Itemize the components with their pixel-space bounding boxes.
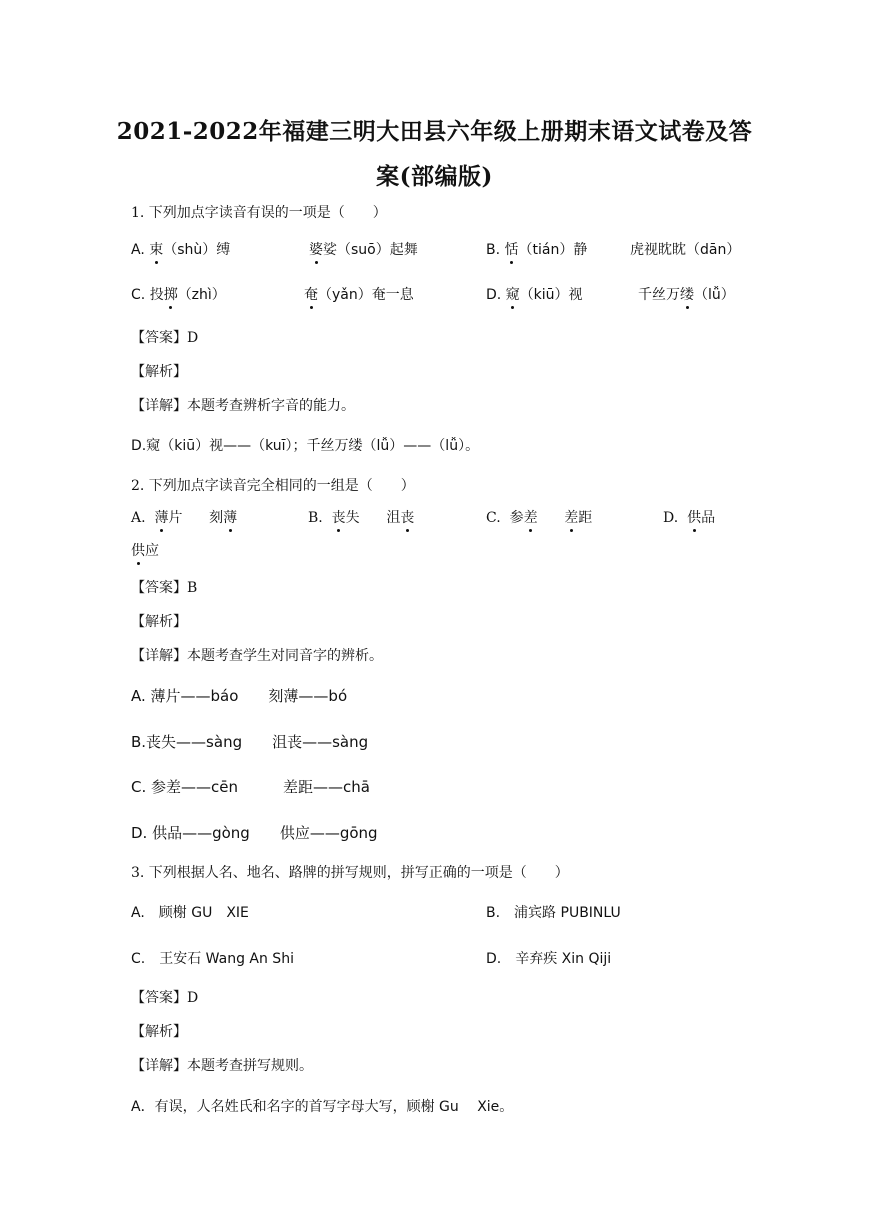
q1-option-b2: 虎视眈眈（dān） — [630, 242, 741, 258]
q2-detail: 【详解】本题考查学生对同音字的辨析。 — [131, 648, 383, 664]
q3-answer: 【答案】D — [131, 990, 199, 1006]
q1-b-label: B. — [486, 242, 501, 258]
q3-note: A．有误，人名姓氏和名字的首写字母大写，顾榭 Gu Xie。 — [131, 1099, 514, 1115]
q3-detail: 【详解】本题考查拼写规则。 — [131, 1058, 313, 1074]
q1-b1-rest: （tián）静 — [518, 242, 588, 258]
q1-d2-pre: 千丝万 — [638, 287, 680, 303]
q1-c2-dotted-char: 奄 — [304, 287, 318, 303]
q1-a-label: A. — [131, 242, 145, 258]
q2-analysis: 【解析】 — [131, 614, 187, 630]
q1-option-c2 — [304, 285, 414, 305]
q1-option-d1 — [486, 285, 583, 305]
q1-option-a1 — [131, 240, 230, 260]
q2-d1-dotted-char: 供 — [687, 510, 702, 526]
q1-a2-rest: 娑（suō）起舞 — [323, 242, 418, 258]
q2-c1-pre: 参 — [509, 510, 524, 526]
q2-b-label: B. — [308, 510, 323, 526]
q2-a2-dotted-char: 薄 — [223, 510, 238, 526]
q1-analysis: 【解析】 — [131, 364, 187, 380]
q2-d2-dotted-char: 供 — [131, 543, 145, 559]
q1-c-label: C. — [131, 287, 146, 303]
q1-a1-dotted-char: 束 — [149, 242, 164, 258]
q2-a2-pre: 刻 — [209, 510, 224, 526]
q1-c1-rest: （zhì） — [177, 287, 226, 303]
q2-c2-dotted-char: 差 — [564, 510, 579, 526]
q1-c2-rest: （yǎn）奄一息 — [318, 287, 414, 303]
q1-a1-rest: （shù）缚 — [163, 242, 231, 258]
q1-d2-rest: （lǚ） — [694, 287, 735, 303]
q3-analysis: 【解析】 — [131, 1024, 187, 1040]
q1-detail: 【详解】本题考查辨析字音的能力。 — [131, 398, 355, 414]
q1-note: D.窥（kiū）视——（kuī）；千丝万缕（lǚ）——（lǚ）。 — [131, 438, 480, 454]
q1-b1-dotted-char: 恬 — [504, 242, 519, 258]
q1-a2-dotted-char: 婆 — [309, 242, 323, 258]
q1-stem: 1. 下列加点字读音有误的一项是（ ） — [131, 205, 387, 221]
q1-answer: 【答案】D — [131, 330, 199, 346]
q1-option-c1 — [131, 285, 226, 305]
q2-c2-rest: 距 — [578, 510, 593, 526]
q2-option-c — [486, 508, 592, 528]
q1-c1-pre: 投 — [149, 287, 164, 303]
q2-d-label: D. — [663, 510, 679, 526]
q2-result-c: C. 参差——cēn 差距——chā — [131, 778, 370, 796]
q2-option-d — [663, 508, 715, 528]
q1-d1-dotted-char: 窥 — [505, 287, 520, 303]
q1-option-d2 — [638, 285, 735, 305]
q2-b1-dotted-char: 丧 — [331, 510, 346, 526]
q1-d-label: D. — [486, 287, 502, 303]
q1-option-b1 — [486, 240, 587, 260]
q3-stem: 3. 下列根据人名、地名、路牌的拼写规则，拼写正确的一项是（ ） — [131, 865, 569, 881]
q2-option-b — [308, 508, 414, 528]
q2-b1-rest: 失 — [345, 510, 360, 526]
q2-c-label: C. — [486, 510, 501, 526]
q3-option-d: D. 辛弃疾 Xin Qiji — [486, 951, 612, 967]
q2-d2-rest: 应 — [145, 543, 159, 559]
q1-d1-rest: （kiū）视 — [519, 287, 583, 303]
q2-c1-dotted-char: 差 — [523, 510, 538, 526]
q2-answer: 【答案】B — [131, 580, 198, 596]
q2-b2-pre: 沮 — [386, 510, 401, 526]
q2-a-label: A. — [131, 510, 146, 526]
q1-d2-dotted-char: 缕 — [680, 287, 694, 303]
q2-result-d: D. 供品——gòng 供应——gōng — [131, 824, 378, 842]
q2-a1-dotted-char: 薄 — [154, 510, 169, 526]
q2-option-a — [131, 508, 237, 528]
q2-a1-rest: 片 — [168, 510, 183, 526]
q3-option-b: B. 浦宾路 PUBINLU — [486, 905, 621, 921]
q2-option-d-continued — [131, 541, 159, 561]
document-title-line-1: 2021-2022年福建三明大田县六年级上册期末语文试卷及答 — [116, 118, 753, 145]
q2-result-b: B.丧失——sàng 沮丧——sàng — [131, 733, 369, 751]
q3-option-c: C. 王安石 Wang An Shi — [131, 951, 294, 967]
document-title-line-2: 案(部编版) — [376, 163, 493, 190]
q1-option-a2 — [309, 240, 418, 260]
q2-b2-dotted-char: 丧 — [400, 510, 415, 526]
q2-stem: 2. 下列加点字读音完全相同的一组是（ ） — [131, 478, 415, 494]
q2-d1-rest: 品 — [701, 510, 716, 526]
q2-result-a: A. 薄片——báo 刻薄——bó — [131, 687, 348, 705]
q1-c1-dotted-char: 掷 — [163, 287, 178, 303]
q3-option-a: A. 顾榭 GU XIE — [131, 905, 249, 921]
